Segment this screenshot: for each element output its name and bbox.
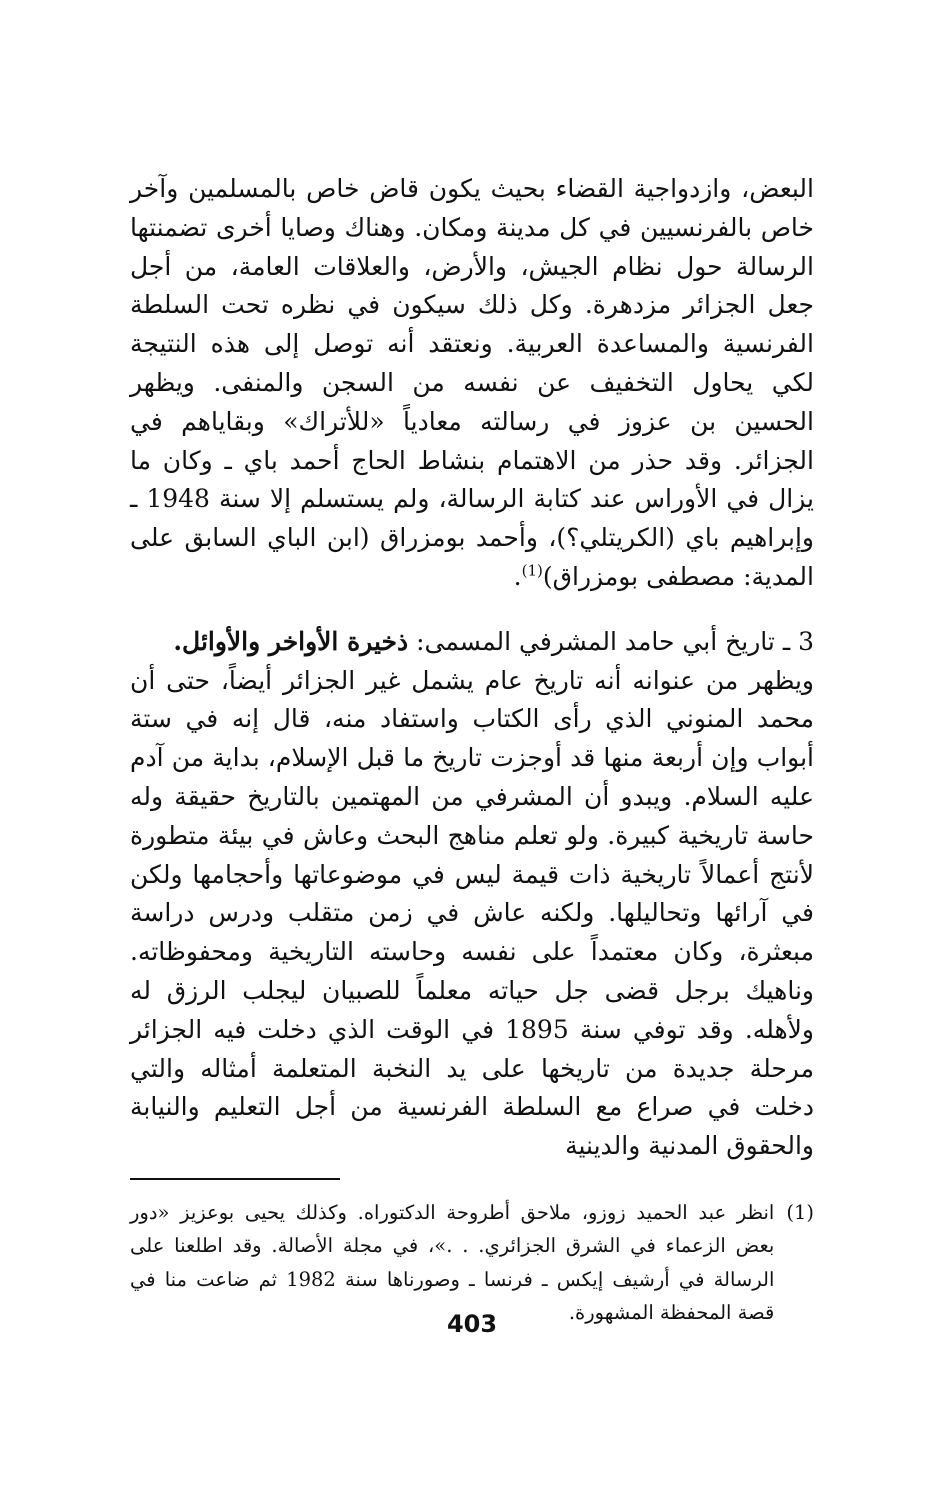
body-paragraph-1 — [130, 170, 814, 597]
footnote-marker: (1) — [786, 1200, 814, 1224]
footnote-reference: (1) — [521, 561, 543, 580]
section-number: 3 ـ — [782, 626, 814, 656]
section-title-intro: تاريخ أبي حامد المشرفي المسمى: — [416, 626, 775, 656]
section-3-paragraph — [130, 623, 814, 1166]
footnote-text: انظر عبد الحميد زوزو، ملاحق أطروحة الدكتوراه. وكذلك يحيى بوعزيز «دور بعض الزعماء في الشرق الجزائري. . .»، في مجلة الأصالة. وقد اطلعنا على الرسالة في أرشيف إيكس ـ فرنسا ـ وصورناها سنة 1982 ثم ضاعت منا في قصة المحفظة المشهورة. — [130, 1200, 775, 1325]
paragraph-1-end: . — [513, 561, 522, 591]
paragraph-2-text: ويظهر من عنوانه أنه تاريخ عام يشمل غير الجزائر أيضاً، حتى أن محمد المنوني الذي رأى الكتاب واستفاد منه، قال إنه في ستة أبواب وإن أربعة منها قد أوجزت تاريخ ما قبل الإسلام، بداية من آدم عليه السلام. ويبدو أن المشرفي من المهتمين بالتاريخ حقيقة وله حاسة تاريخية كبيرة. ولو تعلم مناهج البحث وعاش في بيئة متطورة لأنتج أعمالاً تاريخية ذات قيمة ليس في موضوعاتها وأحجامها ولكن في آرائها وتحاليلها. ولكنه عاش في زمن متقلب ودرس دراسة مبعثرة، وكان معتمداً على نفسه وحاسته التاريخية ومحفوظاته. وناهيك برجل قضى جل حياته معلماً للصبيان ليجلب الرزق له ولأهله. وقد توفي سنة 1895 في الوقت الذي دخلت فيه الجزائر مرحلة جديدة من تاريخها على يد النخبة المتعلمة أمثاله والتي دخلت في صراع مع السلطة الفرنسية من أجل التعليم والنيابة والحقوق المدنية والدينية — [130, 665, 815, 1161]
footnote-divider — [130, 1178, 340, 1180]
paragraph-1-text: البعض، وازدواجية القضاء بحيث يكون قاض خاص بالمسلمين وآخر خاص بالفرنسيين في كل مدينة ومكان. وهناك وصايا أخرى تضمنتها الرسالة حول نظام الجيش، والأرض، والعلاقات العامة، من أجل جعل الجزائر مزدهرة. وكل ذلك سيكون في نظره تحت السلطة الفرنسية والمساعدة العربية. ونعتقد أنه توصل إلى هذه النتيجة لكي يحاول التخفيف عن نفسه من السجن والمنفى. ويظهر الحسين بن عزوز في رسالته معادياً «للأتراك» وبقاياهم في الجزائر. وقد حذر من الاهتمام بنشاط الحاج أحمد باي ـ وكان ما يزال في الأوراس عند كتابة الرسالة، ولم يستسلم إلا سنة 1948 ـ وإبراهيم باي (الكريتلي؟)، وأحمد بومزراق (ابن الباي السابق على المدية: مصطفى بومزراق) — [130, 174, 814, 591]
section-title-bold: ذخيرة الأواخر والأوائل. — [173, 626, 409, 656]
book-page — [130, 170, 814, 1369]
page-number: 403 — [446, 1310, 498, 1338]
